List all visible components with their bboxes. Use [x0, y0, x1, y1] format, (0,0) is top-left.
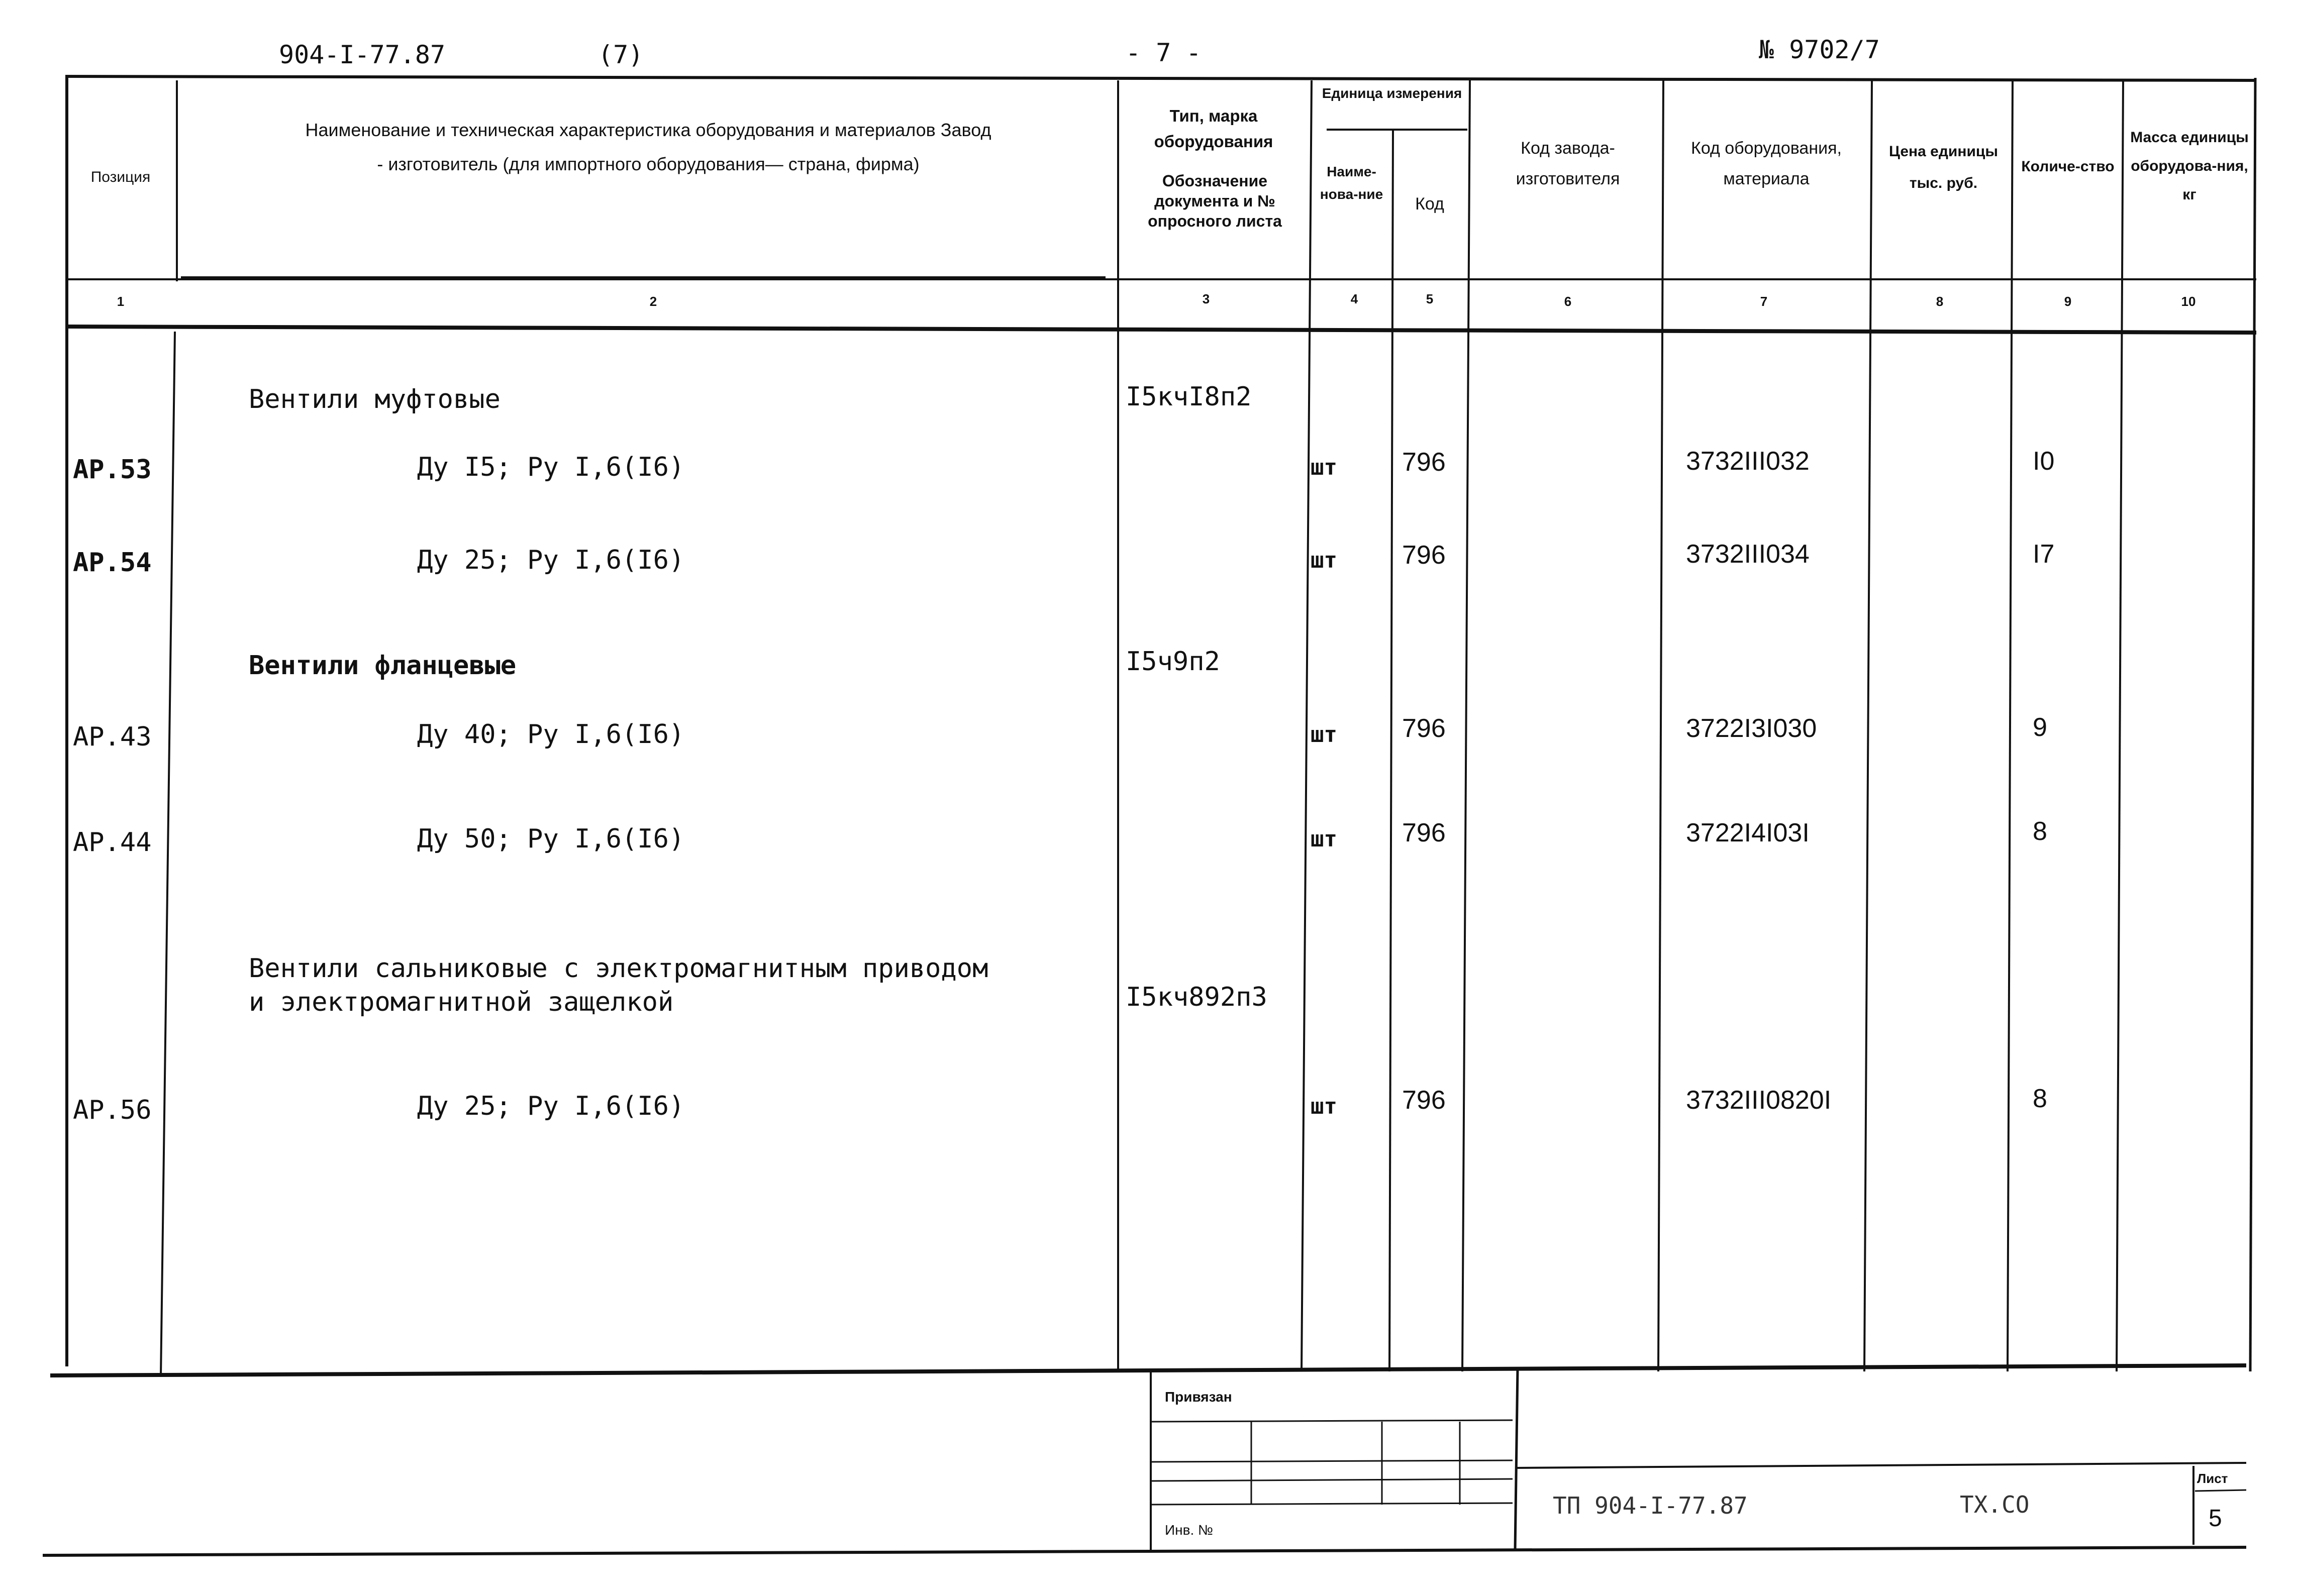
doc-code: 904-I-77.87	[279, 40, 446, 69]
col-num-5: 5	[1426, 291, 1434, 306]
row-position: AP.56	[73, 1095, 152, 1125]
header-quantity: Количе-ство	[2021, 158, 2115, 175]
row-name: Ду 50; Ру I,6(I6)	[417, 824, 685, 854]
row-name: Ду I5; Ру I,6(I6)	[417, 452, 685, 482]
group-title: Вентили сальниковые с электромагнитным приводом	[249, 953, 988, 984]
row-quantity: I7	[2033, 540, 2055, 569]
group-type: I5кч892п3	[1126, 982, 1267, 1012]
row-quantity: 8	[2033, 1084, 2047, 1113]
row-unit: шт	[1311, 1094, 1337, 1119]
group-title: Вентили фланцевые	[249, 651, 517, 681]
header-name: Наименование и техническая характеристика оборудования и материалов Завод - изготовитель (для импортного оборудования— страна, фирма)	[305, 120, 991, 175]
group-title-line2: и электромагнитной защелкой	[249, 987, 674, 1017]
stamp-sheet-label: Лист	[2197, 1471, 2228, 1486]
group-type: I5ч9п2	[1126, 647, 1220, 677]
header-unit-price: Цена единицы тыс. руб.	[1889, 143, 1998, 191]
header-type-doc: Обозначение документа и № опросного листа	[1148, 172, 1282, 230]
row-quantity: 9	[2033, 713, 2047, 742]
row-unit: шт	[1311, 548, 1337, 573]
header-unit-name: Наиме-нова-ние	[1320, 164, 1383, 202]
col-num-9: 9	[2064, 294, 2072, 309]
row-position: AP.44	[73, 827, 152, 858]
header-position: Позиция	[90, 169, 151, 185]
stamp-document-suffix: ТХ.СО	[1960, 1491, 2030, 1518]
row-unit-code: 796	[1402, 448, 1446, 477]
row-unit-code: 796	[1402, 541, 1446, 570]
row-quantity: I0	[2033, 447, 2055, 476]
header-unit-group: Единица измерения	[1322, 85, 1462, 101]
col-num-1: 1	[117, 294, 125, 309]
page-number: - 7 -	[1126, 38, 1202, 67]
row-position: AP.53	[73, 455, 152, 485]
row-position: AP.54	[73, 548, 152, 578]
row-unit-code: 796	[1402, 818, 1446, 847]
stamp-bound-label: Привязан	[1165, 1389, 1232, 1405]
row-equipment-code: 3722I3I030	[1686, 714, 1817, 743]
row-quantity: 8	[2033, 817, 2047, 846]
header-unit-mass: Масса единицы оборудова-ния, кг	[2130, 129, 2249, 203]
header-unit-code: Код	[1415, 194, 1444, 214]
row-equipment-code: 3732III0820I	[1686, 1086, 1832, 1115]
stamp-inventory-label: Инв. №	[1165, 1522, 1214, 1538]
col-num-6: 6	[1564, 294, 1572, 309]
col-num-10: 10	[2181, 294, 2196, 309]
section-number: (7)	[598, 40, 644, 69]
header-type	[1123, 103, 1304, 154]
col-num-3: 3	[1202, 291, 1210, 306]
col-num-2: 2	[649, 294, 657, 309]
header-equipment-code: Код оборудования, материала	[1691, 139, 1842, 189]
row-unit: шт	[1311, 455, 1337, 480]
stamp-document-number: ТП 904-I-77.87	[1553, 1492, 1748, 1519]
row-equipment-code: 3732III032	[1686, 447, 1810, 476]
row-name: Ду 40; Ру I,6(I6)	[417, 719, 685, 750]
stamp-sheet-number: 5	[2209, 1505, 2222, 1532]
col-num-8: 8	[1936, 294, 1944, 309]
sheet-reference: № 9702/7	[1759, 35, 1880, 64]
col-num-7: 7	[1760, 294, 1768, 309]
row-unit: шт	[1311, 722, 1337, 748]
row-name: Ду 25; Ру I,6(I6)	[417, 1091, 685, 1121]
header-maker-code: Код завода-изготовителя	[1516, 139, 1620, 189]
row-position: AP.43	[73, 722, 152, 752]
row-equipment-code: 3732III034	[1686, 540, 1810, 569]
row-equipment-code: 3722I4I03I	[1686, 818, 1810, 847]
row-unit-code: 796	[1402, 714, 1446, 743]
header-type-line1: Тип, марка оборудования	[1154, 107, 1273, 151]
group-type: I5кчI8п2	[1126, 382, 1252, 412]
row-unit-code: 796	[1402, 1086, 1446, 1115]
row-unit: шт	[1311, 826, 1337, 852]
col-num-4: 4	[1350, 291, 1358, 306]
row-name: Ду 25; Ру I,6(I6)	[417, 545, 685, 575]
group-title: Вентили муфтовые	[249, 384, 501, 414]
